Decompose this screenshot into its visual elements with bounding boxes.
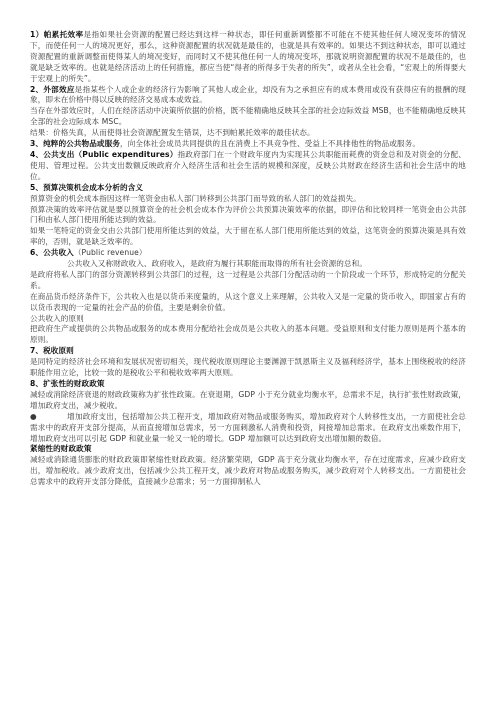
paragraph-text: 在商品货币经济条件下，公共收入也是以货币来度量的，从这个意义上来理解，公共收入又是一定量的货币收入，即国家占有的以货币表现的一定量的社会产品的价值，主要是剩余价值。 <box>30 291 466 312</box>
paragraph-text: 如果一笔特定的资金交由公共部门使用所能达到的效益，大于留在私人部门使用所能达到的效益，这笔资金的预算决策是具有效率的，否则，就是缺乏效率的。 <box>30 226 466 247</box>
paragraph-text: 结果：价格失真，从而使得社会资源配置发生错误，达不到帕累托效率的最佳状态。 <box>30 128 315 138</box>
paragraph-text: 是指如果社会资源的配置已经达到这样一种状态，即任何重新调整都不可能在不使其他任何人境况变坏的情况下，而使任何一人的境况更好，那么，这种资源配置的状况就是最佳的，也就是具有效率的。如果达不到这种状态，即可以通过资源配置的重新调整而使得某人的境况变好，而同时又不使其他任何一人的境况变坏，那就说明资源配置的状况不是最佳的，也就是缺乏效率的。也就是经济活动上的任何措施，都应当使“得者的所得多于失者的所失”，或者从全社会看，“宏观上的所得要大于宏观上的所失”。 <box>30 30 467 83</box>
paragraph-text: ，向全体社会成员共同提供的且在消费上不具竞争性、受益上不具排他性的物品或服务。 <box>120 139 421 149</box>
paragraph-text: 减轻或消除经济衰退的财政政策称为扩张性政策。在衰退期，GDP 小于充分就业均衡水平，总需求不足，执行扩张性财政政策，增加政府支出，减少税收。 <box>30 389 466 410</box>
paragraph-text: 预算资金的机会成本指因这样一笔资金由私人部门转移到公共部门而导致的私人部门的效益损失。 <box>30 193 361 203</box>
heading-text: 紧缩性的财政政策 <box>30 444 92 454</box>
section-heading <box>30 346 466 357</box>
body-paragraph <box>30 455 466 488</box>
heading-text: 7、税收原则 <box>30 346 74 356</box>
body-paragraph <box>30 357 466 379</box>
section-heading <box>30 183 466 194</box>
section-heading <box>30 379 466 390</box>
body-paragraph <box>30 292 466 314</box>
paragraph-text: 预算决策的效率评估就是要以预算资金的社会机会成本作为评价公共预算决策效率的依据，即评估和比较同样一笔资金由公共部门和由私人部门使用所能达到的效益。 <box>30 204 466 225</box>
paragraph-text: 增加政府支出，包括增加公共工程开支，增加政府对物品或服务购买，增加政府对个人转移性支出，一方面使社会总需求中的政府开支部分提高，从而直接增加总需求，另一方面刺激私人消费和投资，间接增加总需求。在政府支出乘数作用下，增加政府支出可以引起 GDP 和就业量一轮又一轮的增长。GDP 增加额可以达到政府支出增加额的数倍。 <box>30 411 466 443</box>
heading-suffix: （Public revenue） <box>73 248 147 258</box>
bullet-paragraph <box>30 412 466 445</box>
term-lead: 4、公共支出（Public expenditures） <box>30 149 178 159</box>
document-body <box>30 30 466 488</box>
body-paragraph <box>30 205 466 227</box>
paragraph-text: 当存在外部效应时，人们在经济活动中决策所依据的价格，既不能精确地反映其全部的社会边际效益 MSB，也不能精确地反映其全部的社会边际成本 MSC。 <box>30 106 466 127</box>
body-paragraph <box>30 128 466 139</box>
paragraph-text: 指政府部门在一个财政年度内为实现其公共职能而耗费的资金总和及对资金的分配、使用、管理过程。公共支出数额反映政府介入经济生活和社会生活的规模和深度，反映公共财政在经济生活和社会生活中的地位。 <box>30 149 466 181</box>
body-paragraph <box>30 106 466 128</box>
definition-paragraph <box>30 85 466 107</box>
body-paragraph <box>30 194 466 205</box>
section-heading <box>30 248 466 259</box>
heading-text: 6、公共收入 <box>30 248 74 258</box>
body-paragraph <box>30 226 466 248</box>
paragraph-text: 减轻或消除通货膨胀的财政政策即紧缩性财政政策。经济繁荣期，GDP 高于充分就业均衡水平，存在过度需求，应减少政府支出，增加税收。减少政府支出，包括减少公共工程开支，减少政府对物品或服务购买，减少政府对个人转移支出。一方面使社会总需求中的政府开支部分降低，直接减少总需求；另一方面抑制私人 <box>30 455 466 487</box>
definition-paragraph <box>30 30 466 85</box>
body-paragraph <box>30 324 466 346</box>
document-page <box>30 30 466 488</box>
term-lead: 3、纯粹的公共物品或服务 <box>30 139 121 149</box>
body-paragraph <box>30 314 466 325</box>
body-paragraph <box>30 259 466 270</box>
heading-text: 8、扩张性的财政政策 <box>30 379 105 388</box>
term-lead: 2、外部效应 <box>30 84 75 94</box>
paragraph-text: 是指某些个人或企业的经济行为影响了其他人或企业，却没有为之承担应有的成本费用或没有获得应有的报酬的现象，即未在价格中得以反映的经济交易成本或效益。 <box>30 84 466 105</box>
paragraph-text: 公共收入又称财政收入、政府收入，是政府为履行其职能而取得的所有社会资源的总和。 <box>67 259 368 269</box>
paragraph-text: 是同特定的经济社会环境和发展状况密切相关，现代税收原则理论主要渊源于凯恩斯主义及福利经济学，基本上围绕税收的经济职能作用立论，比较一致的是税收公平和税收效率两大原则。 <box>30 357 466 378</box>
definition-paragraph <box>30 150 466 183</box>
paragraph-text: 是政府将私人部门的部分资源转移到公共部门的过程，这一过程是公共部门分配活动的一个阶段或一个环节，形成特定的分配关系。 <box>30 269 466 290</box>
paragraph-text: 把政府生产或提供的公共物品或服务的成本费用分配给社会成员是公共收入的基本问题。受益原则和支付能力原则是两个基本的原则。 <box>30 324 466 345</box>
term-lead: 1）帕累托效率 <box>30 30 84 39</box>
bullet-icon: ● <box>30 411 37 421</box>
section-heading <box>30 444 466 455</box>
definition-paragraph <box>30 139 466 150</box>
body-paragraph <box>30 270 466 292</box>
paragraph-text: 公共收入的原则 <box>30 313 84 323</box>
heading-text: 5、预算决策机会成本分析的含义 <box>30 182 144 192</box>
body-paragraph <box>30 390 466 412</box>
